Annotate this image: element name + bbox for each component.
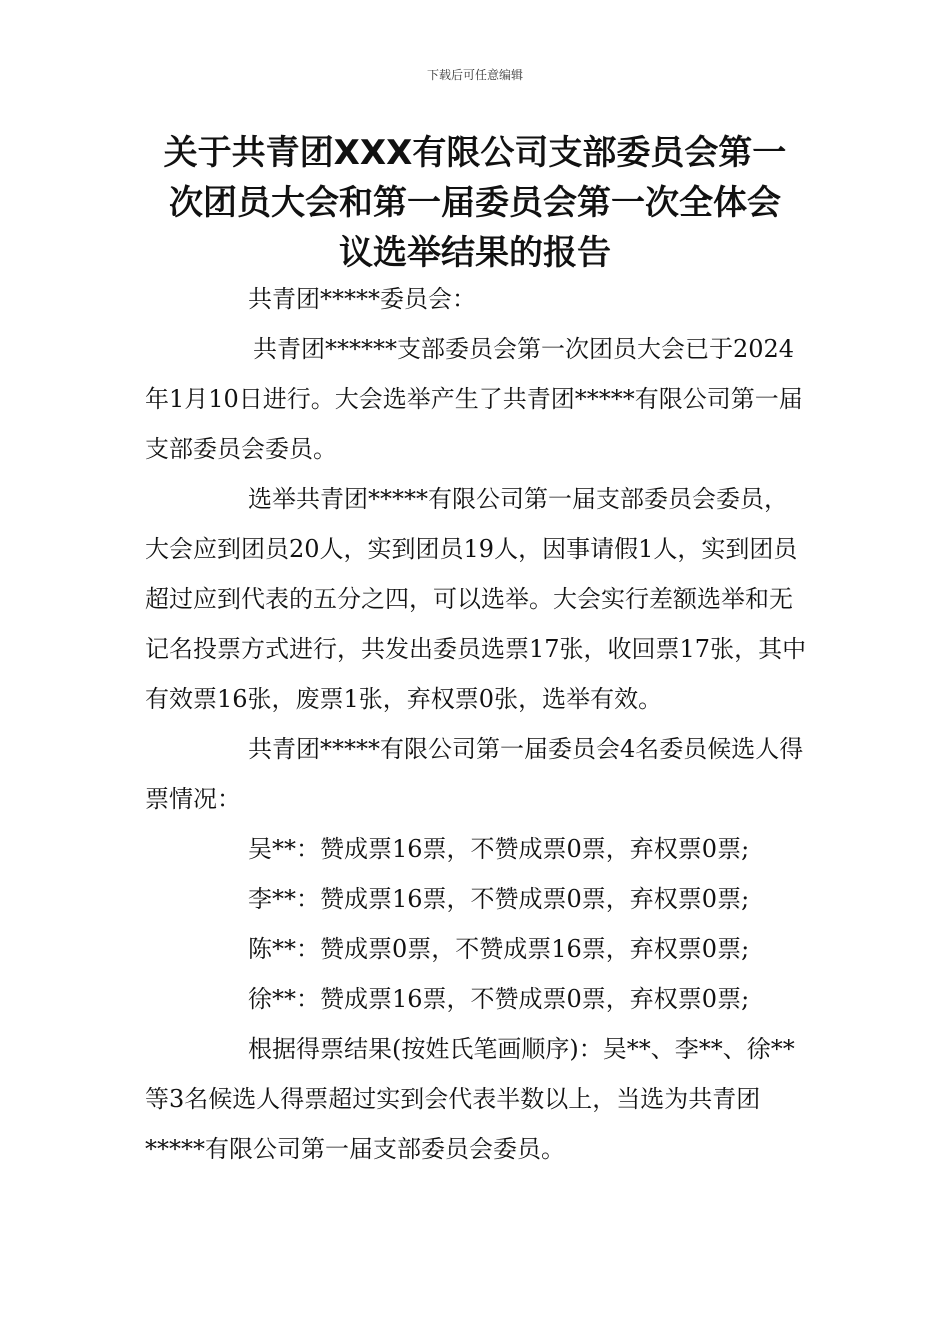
title-line-2: 次团员大会和第一届委员会第一次全体会	[169, 183, 781, 223]
paragraph-candidates-intro: 共青团*****有限公司第一届委员会4名委员候选人得票情况：	[145, 735, 804, 813]
paragraph-meeting-held: 共青团******支部委员会第一次团员大会已于2024年1月10日进行。大会选举产生了共青团*****有限公司第一届支部委员会委员。	[145, 335, 803, 463]
title-line-3: 议选举结果的报告	[339, 233, 611, 273]
header-note: 下载后可任意编辑	[426, 68, 523, 82]
salutation: 共青团*****委员会：	[248, 285, 476, 313]
vote-result-row: 吴**：赞成票16票，不赞成票0票，弃权票0票;	[248, 835, 750, 863]
vote-result-row: 陈**：赞成票0票，不赞成票16票，弃权票0票;	[248, 935, 750, 963]
paragraph-election-result: 根据得票结果(按姓氏笔画顺序)：吴**、李**、徐**等3名候选人得票超过实到会代表半数以上，当选为共青团*****有限公司第一届支部委员会委员。	[145, 1035, 795, 1163]
vote-result-row: 李**：赞成票16票，不赞成票0票，弃权票0票;	[248, 885, 750, 913]
title-line-1: 关于共青团XXX有限公司支部委员会第一	[163, 133, 787, 173]
vote-result-row: 徐**：赞成票16票，不赞成票0票，弃权票0票;	[248, 985, 750, 1013]
paragraph-election-process: 选举共青团*****有限公司第一届支部委员会委员，大会应到团员20人，实到团员19人，因事请假1人，实到团员超过应到代表的五分之四，可以选举。大会实行差额选举和无记名投票方式进行，共发出委员选票17张，收回票17张，其中有效票16张，废票1张，弃权票0张，选举有效。	[145, 485, 807, 713]
document-body	[145, 274, 810, 1174]
document-title	[140, 128, 810, 278]
